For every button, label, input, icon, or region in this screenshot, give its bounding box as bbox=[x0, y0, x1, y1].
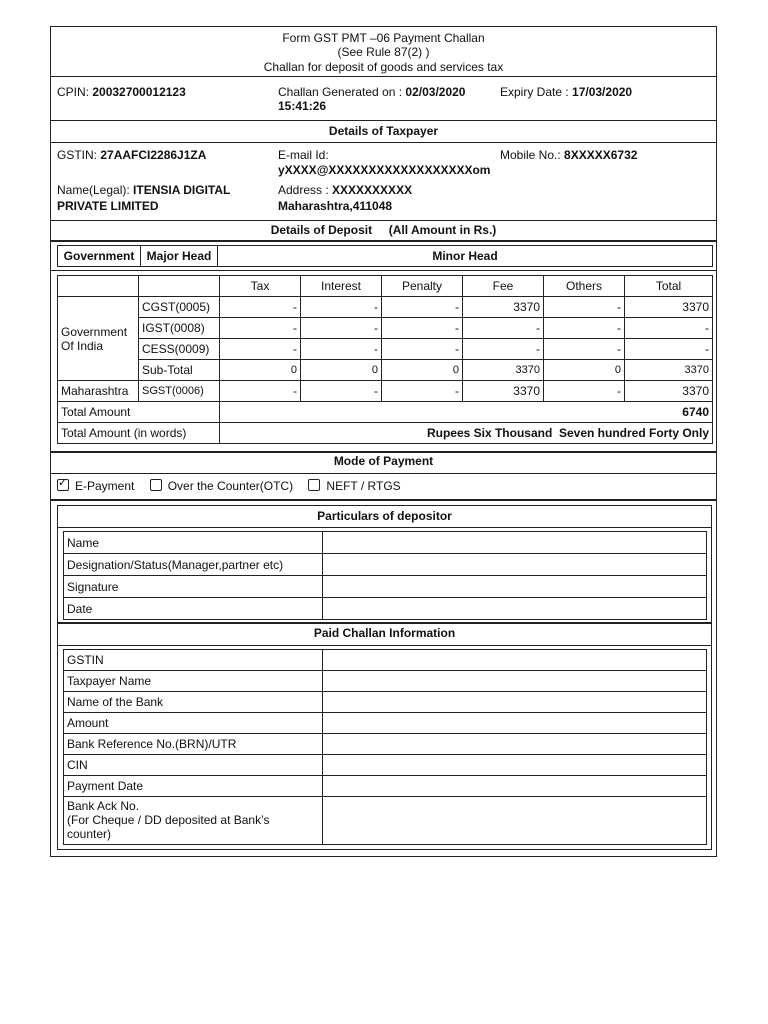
head-government: Government bbox=[58, 246, 141, 267]
mobile-number: Mobile No.: 8XXXXX6732 bbox=[500, 148, 638, 162]
option-neft[interactable] bbox=[308, 479, 400, 493]
depositor-title: Particulars of depositor bbox=[317, 509, 452, 523]
paid-gstin-value[interactable] bbox=[323, 650, 707, 671]
cell: - bbox=[301, 381, 382, 402]
form-title: Form GST PMT –06 Payment Challan bbox=[282, 31, 485, 45]
cell: - bbox=[220, 297, 301, 318]
table-row bbox=[58, 318, 713, 339]
table-row bbox=[58, 360, 713, 381]
cell: - bbox=[382, 339, 463, 360]
paid-gstin-label: GSTIN bbox=[64, 650, 323, 671]
row-head: CESS(0009) bbox=[139, 339, 220, 360]
cell: - bbox=[301, 297, 382, 318]
words-value: Rupees Six Thousand Seven hundred Forty Only bbox=[220, 423, 713, 444]
col-interest: Interest bbox=[301, 276, 382, 297]
taxpayer-address-line2: Maharashtra,411048 bbox=[278, 199, 393, 213]
cell: - bbox=[220, 381, 301, 402]
depositor-table bbox=[63, 531, 707, 620]
taxpayer-name: Name(Legal): ITENSIA DIGITAL bbox=[57, 183, 231, 197]
col-tax: Tax bbox=[220, 276, 301, 297]
email-label: E-mail Id: bbox=[278, 148, 329, 162]
paid-taxpayer-name-value[interactable] bbox=[323, 671, 707, 692]
deposit-section-title: Details of Deposit (All Amount in Rs.) bbox=[270, 223, 497, 237]
table-row bbox=[58, 297, 713, 318]
cell: 0 bbox=[301, 360, 382, 381]
cell: - bbox=[301, 339, 382, 360]
total-row bbox=[58, 402, 713, 423]
col-fee: Fee bbox=[463, 276, 544, 297]
cell: - bbox=[625, 318, 713, 339]
form-rule: (See Rule 87(2) ) bbox=[337, 45, 430, 59]
taxpayer-section-title: Details of Taxpayer bbox=[328, 124, 439, 138]
cell: 3370 bbox=[625, 381, 713, 402]
row-head: IGST(0008) bbox=[139, 318, 220, 339]
cell: - bbox=[382, 318, 463, 339]
cell: - bbox=[544, 339, 625, 360]
depositor-name-label: Name bbox=[64, 532, 323, 554]
paid-info-title: Paid Challan Information bbox=[313, 626, 456, 640]
epayment-checkbox[interactable] bbox=[57, 479, 69, 491]
cpin: CPIN: 20032700012123 bbox=[57, 85, 186, 99]
col-total: Total bbox=[625, 276, 713, 297]
cell: 3370 bbox=[463, 360, 544, 381]
cell: - bbox=[301, 318, 382, 339]
cell: 0 bbox=[382, 360, 463, 381]
table-row bbox=[58, 381, 713, 402]
paid-payment-date-value[interactable] bbox=[323, 776, 707, 797]
state-government: Maharashtra bbox=[58, 381, 139, 402]
total-value: 6740 bbox=[220, 402, 713, 423]
cell: - bbox=[625, 339, 713, 360]
cell: - bbox=[382, 381, 463, 402]
cell: - bbox=[463, 339, 544, 360]
head-major: Major Head bbox=[141, 246, 218, 267]
depositor-date-value[interactable] bbox=[323, 598, 707, 620]
option-epayment[interactable] bbox=[57, 479, 138, 493]
paid-bank-ack-label: Bank Ack No. (For Cheque / DD deposited at Bank’s counter) bbox=[64, 797, 323, 845]
cell: - bbox=[544, 381, 625, 402]
challan-form bbox=[50, 26, 717, 857]
challan-generated: Challan Generated on : 02/03/2020 bbox=[278, 85, 466, 99]
paid-cin-value[interactable] bbox=[323, 755, 707, 776]
paid-cin-label: CIN bbox=[64, 755, 323, 776]
otc-label: Over the Counter(OTC) bbox=[167, 479, 294, 493]
depositor-box bbox=[57, 505, 712, 850]
row-head: Sub-Total bbox=[139, 360, 220, 381]
paid-amount-label: Amount bbox=[64, 713, 323, 734]
paid-payment-date-label: Payment Date bbox=[64, 776, 323, 797]
cell: - bbox=[220, 339, 301, 360]
total-label: Total Amount bbox=[58, 402, 220, 423]
cell: 3370 bbox=[463, 381, 544, 402]
row-head: SGST(0006) bbox=[139, 381, 220, 402]
cell: 3370 bbox=[625, 360, 713, 381]
check-icon: ✓ bbox=[58, 477, 68, 489]
depositor-signature-value[interactable] bbox=[323, 576, 707, 598]
paid-amount-value[interactable] bbox=[323, 713, 707, 734]
depositor-date-label: Date bbox=[64, 598, 323, 620]
email-value: yXXXX@XXXXXXXXXXXXXXXXXXom bbox=[278, 163, 491, 177]
depositor-name-value[interactable] bbox=[323, 532, 707, 554]
neft-label: NEFT / RTGS bbox=[326, 479, 401, 493]
col-penalty: Penalty bbox=[382, 276, 463, 297]
payment-mode-options bbox=[57, 479, 401, 493]
head-minor: Minor Head bbox=[218, 246, 713, 267]
col-others: Others bbox=[544, 276, 625, 297]
paid-bank-name-label: Name of the Bank bbox=[64, 692, 323, 713]
cell: - bbox=[544, 318, 625, 339]
taxpayer-gstin: GSTIN: 27AAFCI2286J1ZA bbox=[57, 148, 207, 162]
cell: 0 bbox=[544, 360, 625, 381]
government-of-india: Government Of India bbox=[58, 297, 139, 381]
paid-brn-value[interactable] bbox=[323, 734, 707, 755]
taxpayer-name-line2: PRIVATE LIMITED bbox=[57, 199, 159, 213]
taxpayer-address: Address : XXXXXXXXXX bbox=[278, 183, 413, 197]
words-row bbox=[58, 423, 713, 444]
depositor-designation-value[interactable] bbox=[323, 554, 707, 576]
words-label: Total Amount (in words) bbox=[58, 423, 220, 444]
paid-brn-label: Bank Reference No.(BRN)/UTR bbox=[64, 734, 323, 755]
cell: - bbox=[382, 297, 463, 318]
cell: - bbox=[463, 318, 544, 339]
paid-bank-ack-value[interactable] bbox=[323, 797, 707, 845]
expiry-date: Expiry Date : 17/03/2020 bbox=[500, 85, 633, 99]
paid-bank-name-value[interactable] bbox=[323, 692, 707, 713]
depositor-signature-label: Signature bbox=[64, 576, 323, 598]
epayment-label: E-Payment bbox=[75, 479, 135, 493]
paid-taxpayer-name-label: Taxpayer Name bbox=[64, 671, 323, 692]
deposit-head-table bbox=[57, 245, 713, 267]
otc-checkbox[interactable] bbox=[150, 479, 162, 491]
paid-info-table bbox=[63, 649, 707, 845]
cell: 3370 bbox=[463, 297, 544, 318]
cell: 0 bbox=[220, 360, 301, 381]
depositor-designation-label: Designation/Status(Manager,partner etc) bbox=[64, 554, 323, 576]
cell: - bbox=[220, 318, 301, 339]
row-head: CGST(0005) bbox=[139, 297, 220, 318]
payment-mode-title: Mode of Payment bbox=[333, 454, 434, 468]
cell: 3370 bbox=[625, 297, 713, 318]
cell: - bbox=[544, 297, 625, 318]
table-row bbox=[58, 339, 713, 360]
neft-checkbox[interactable] bbox=[308, 479, 320, 491]
deposit-table bbox=[57, 275, 713, 444]
option-otc[interactable] bbox=[150, 479, 297, 493]
challan-generated-time: 15:41:26 bbox=[278, 99, 327, 113]
form-subtitle: Challan for deposit of goods and services tax bbox=[263, 60, 504, 74]
